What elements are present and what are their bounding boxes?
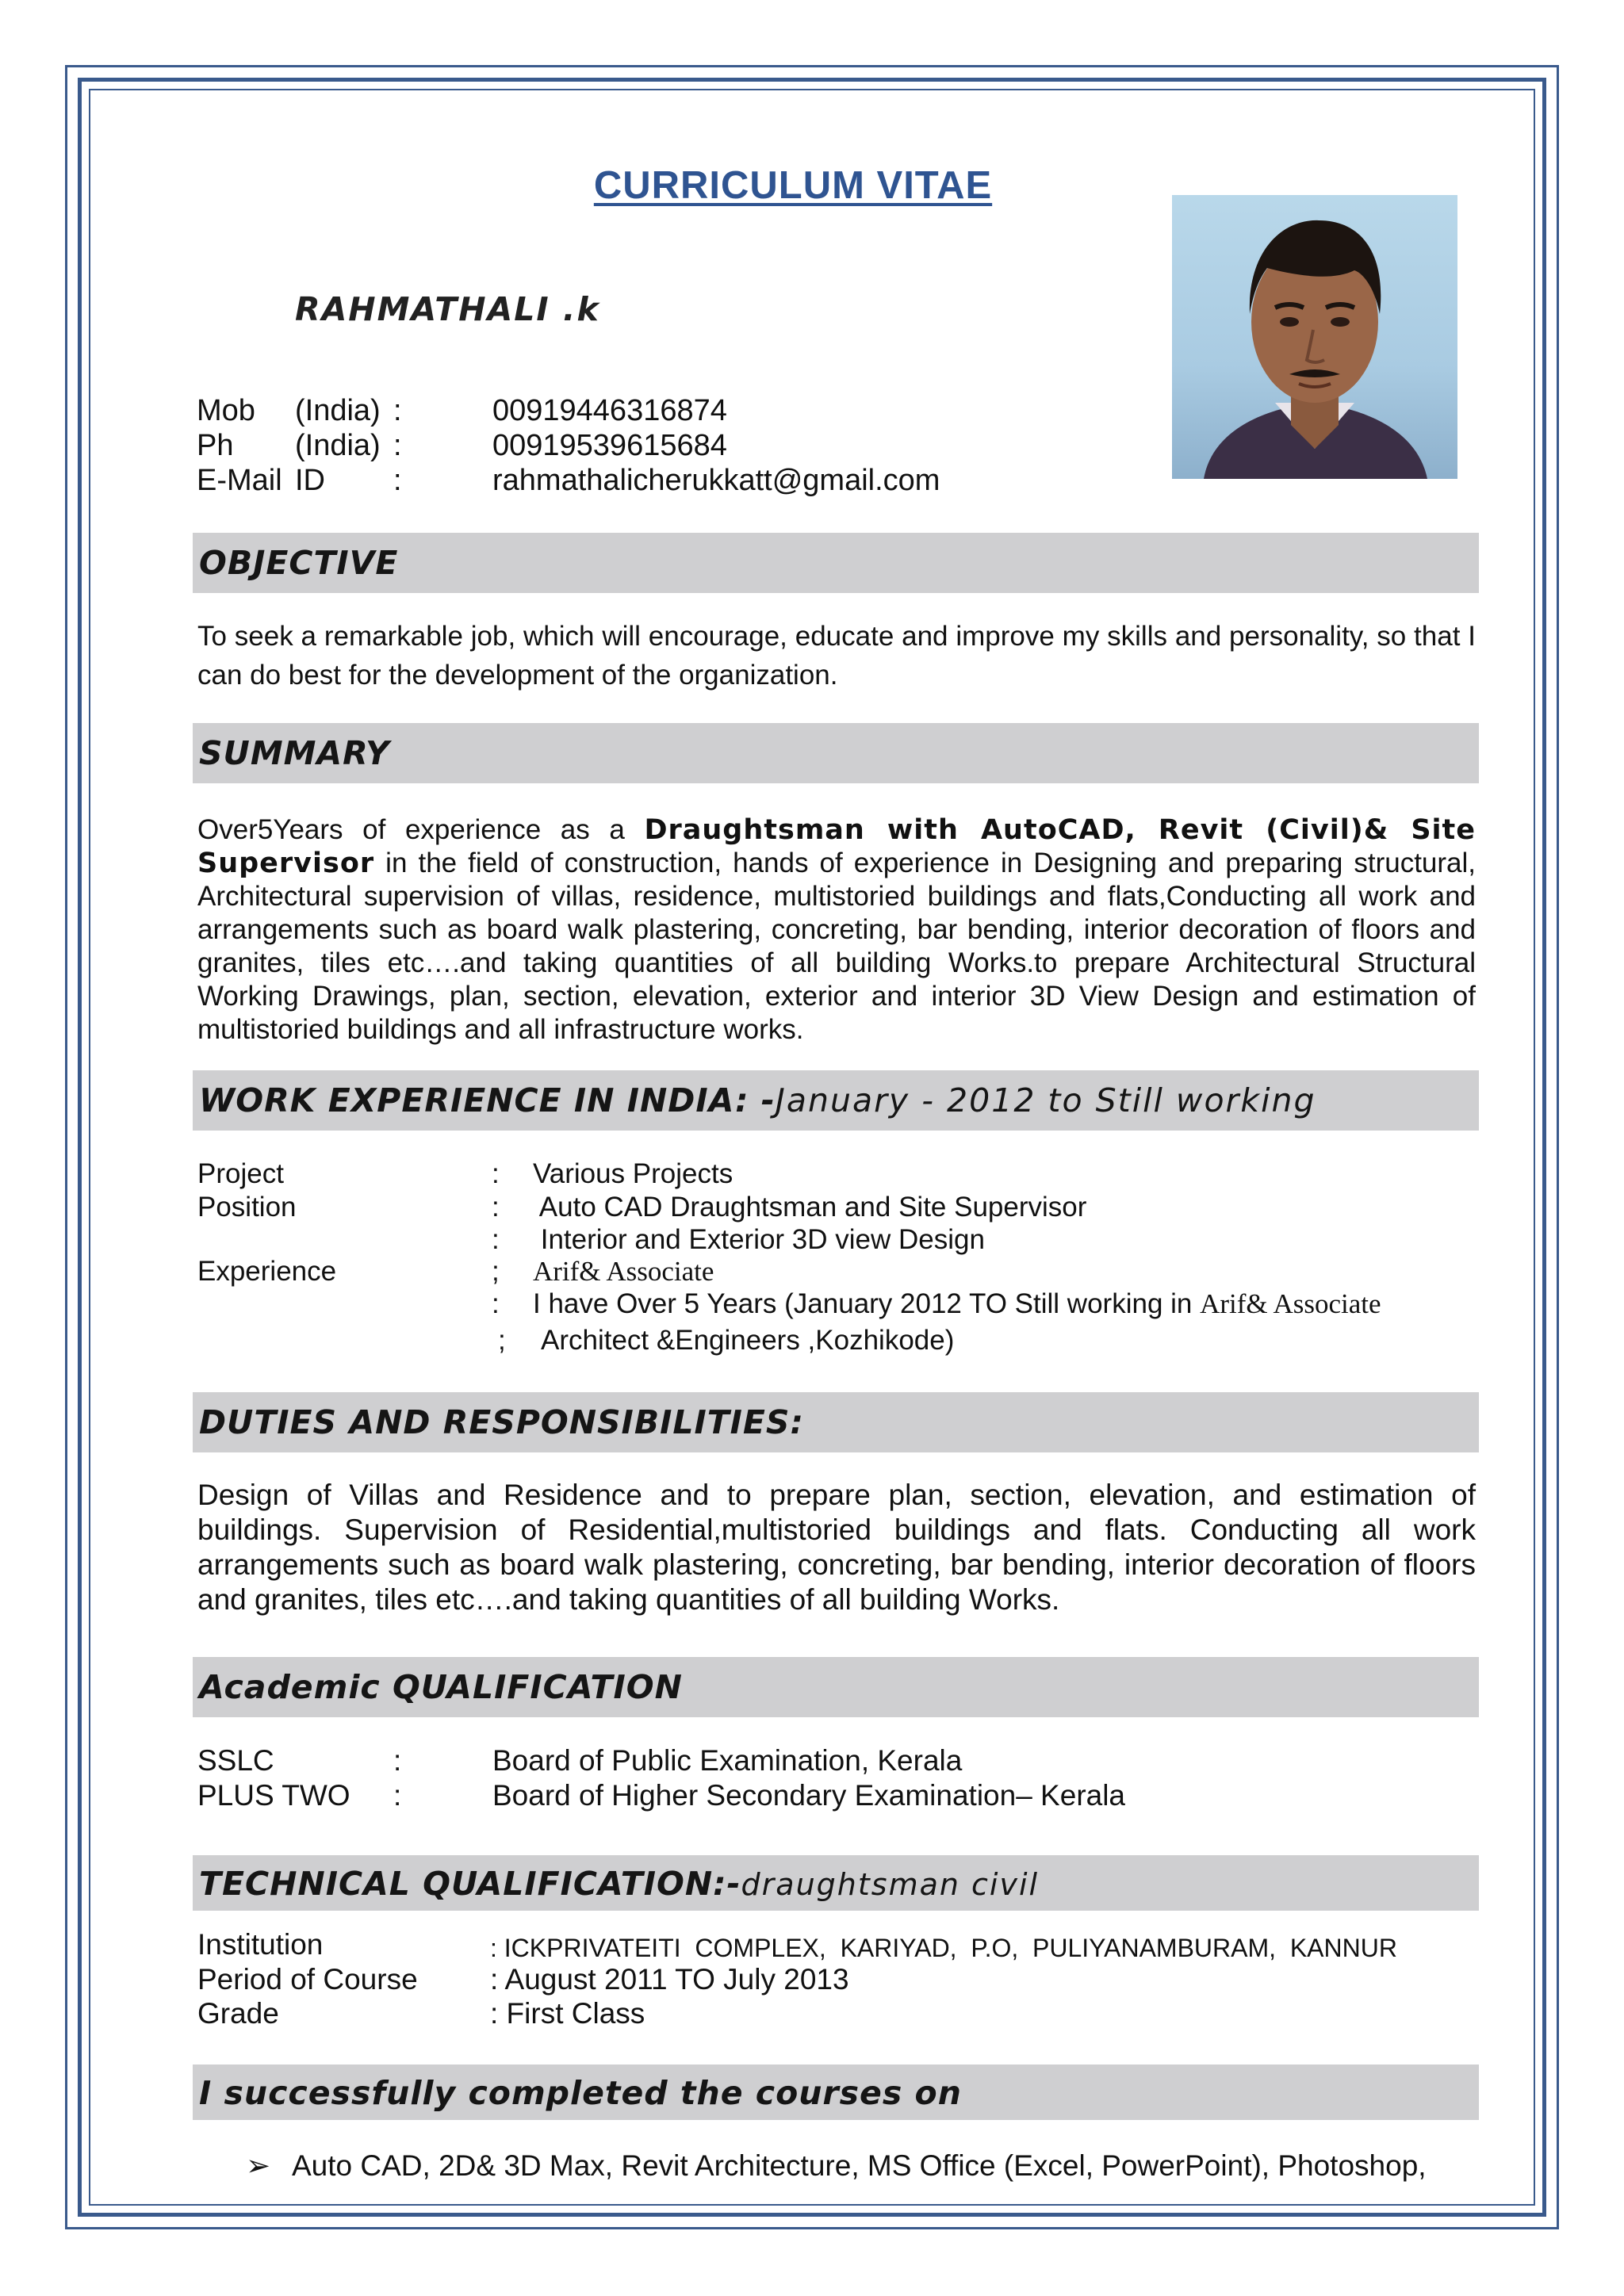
course-period: : August 2011 TO July 2013 [490, 1963, 849, 1996]
contact-colon: : [393, 394, 402, 427]
technical-label: Institution [197, 1928, 324, 1961]
academic-label: SSLC [197, 1744, 274, 1777]
profile-photo [1172, 195, 1457, 479]
employer-name: Arif& Associate [533, 1256, 714, 1287]
academic-sep: : [393, 1779, 402, 1812]
phone-number: 00919539615684 [492, 429, 727, 462]
institution-name: : ICKPRIVATEITI COMPLEX, KARIYAD, P.O, PULIYANAMBURAM, KANNUR [490, 1934, 1397, 1962]
mobile-number: 00919446316874 [492, 394, 727, 427]
summary-text [197, 813, 1476, 1047]
work-sep: : [492, 1192, 500, 1223]
section-title: SUMMARY [199, 734, 390, 772]
work-sep: : [492, 1224, 500, 1255]
academic-value: Board of Higher Secondary Examination– Kerala [492, 1779, 1126, 1812]
section-header-academic [193, 1657, 1479, 1717]
contact-label: Ph [197, 429, 234, 462]
contact-label: E-Mail [197, 464, 282, 497]
duties-text: Design of Villas and Residence and to prepare plan, section, elevation, and estimation of buildings. Supervision of Residential,multistoried buildings and flats. Conducting all work arrangements such as board walk plastering, concreting, bar bending, interior decoration of floors and granites, tiles etc….and taking quantities of all building Works. [197, 1479, 1476, 1616]
work-label: Position [197, 1192, 297, 1223]
work-period: January - 2012 to Still working [775, 1081, 1316, 1119]
academic-value: Board of Public Examination, Kerala [492, 1744, 963, 1777]
academic-sep: : [393, 1744, 402, 1777]
section-title: OBJECTIVE [199, 544, 399, 582]
course-list-item [246, 2149, 1427, 2183]
contact-colon: : [393, 464, 402, 497]
work-value: Auto CAD Draughtsman and Site Supervisor [533, 1192, 1087, 1223]
summary-highlight: Draughtsman with AutoCAD, Revit (Civil)& Site Supervisor [197, 814, 1476, 879]
work-value: Architect &Engineers ,Kozhikode) [541, 1325, 955, 1356]
grade-value: : First Class [490, 1997, 645, 2030]
section-header-technical [193, 1855, 1479, 1911]
arrow-bullet-icon: ➢ [246, 2149, 271, 2182]
section-header-summary [193, 723, 1479, 783]
section-title [199, 1081, 1316, 1119]
section-title: DUTIES AND RESPONSIBILITIES: [199, 1403, 804, 1441]
contact-label-country: (India) [295, 394, 381, 427]
work-value-text: I have Over 5 Years (January 2012 TO Still working in [533, 1288, 1201, 1319]
work-value: Interior and Exterior 3D view Design [533, 1224, 985, 1255]
work-label: Experience [197, 1256, 337, 1287]
technical-title: TECHNICAL QUALIFICATION:- [199, 1865, 741, 1903]
work-title: WORK EXPERIENCE IN INDIA: - [199, 1081, 776, 1119]
academic-label: PLUS TWO [197, 1779, 350, 1812]
summary-text-part: in the field of construction, hands of experience in Designing and preparing structural, Architectural supervision of villas, residence, multistoried buildings and flats,Conducting all work and arrangements such as board walk plastering, concreting, bar bending, interior decoration of floors and granites, tiles etc….and taking quantities of all building Works.to prepare Architectural Structural Working Drawings, plan, section, elevation, exterior and interior 3D View Design and estimation of multistoried buildings and all infrastructure works. [197, 848, 1476, 1045]
section-header-work-experience [193, 1070, 1479, 1131]
section-title: Academic QUALIFICATION [199, 1668, 683, 1706]
document-title: CURRICULUM VITAE [593, 164, 993, 207]
work-sep: ; [498, 1325, 506, 1356]
work-sep: ; [492, 1256, 500, 1287]
portrait-image [1172, 195, 1457, 479]
contact-label-country: (India) [295, 429, 381, 462]
email-address: rahmathalicherukkatt@gmail.com [492, 464, 940, 497]
employer-name: Arif& Associate [1200, 1288, 1381, 1319]
section-header-courses [193, 2064, 1479, 2120]
summary-text-part: Over5Years of experience as a [197, 814, 645, 845]
work-sep: : [492, 1288, 500, 1319]
contact-label-id: ID [295, 464, 325, 497]
section-header-duties [193, 1392, 1479, 1452]
candidate-name: RAHMATHALI .k [295, 290, 600, 328]
work-sep: : [492, 1158, 500, 1189]
contact-label: Mob [197, 394, 255, 427]
work-value [533, 1288, 1381, 1321]
section-title [199, 1865, 1039, 1903]
technical-subtitle: draughtsman civil [741, 1867, 1040, 1902]
contact-colon: : [393, 429, 402, 462]
technical-label: Period of Course [197, 1963, 418, 1996]
course-list-text: Auto CAD, 2D& 3D Max, Revit Architecture, MS Office (Excel, PowerPoint), Photoshop, [292, 2149, 1427, 2182]
objective-text: To seek a remarkable job, which will encourage, educate and improve my skills and personality, so that I can do best for the development of the organization. [197, 621, 1476, 691]
technical-label: Grade [197, 1997, 279, 2030]
work-value: Various Projects [533, 1158, 733, 1189]
section-title: I successfully completed the courses on [199, 2074, 962, 2112]
work-label: Project [197, 1158, 284, 1189]
section-header-objective [193, 533, 1479, 593]
